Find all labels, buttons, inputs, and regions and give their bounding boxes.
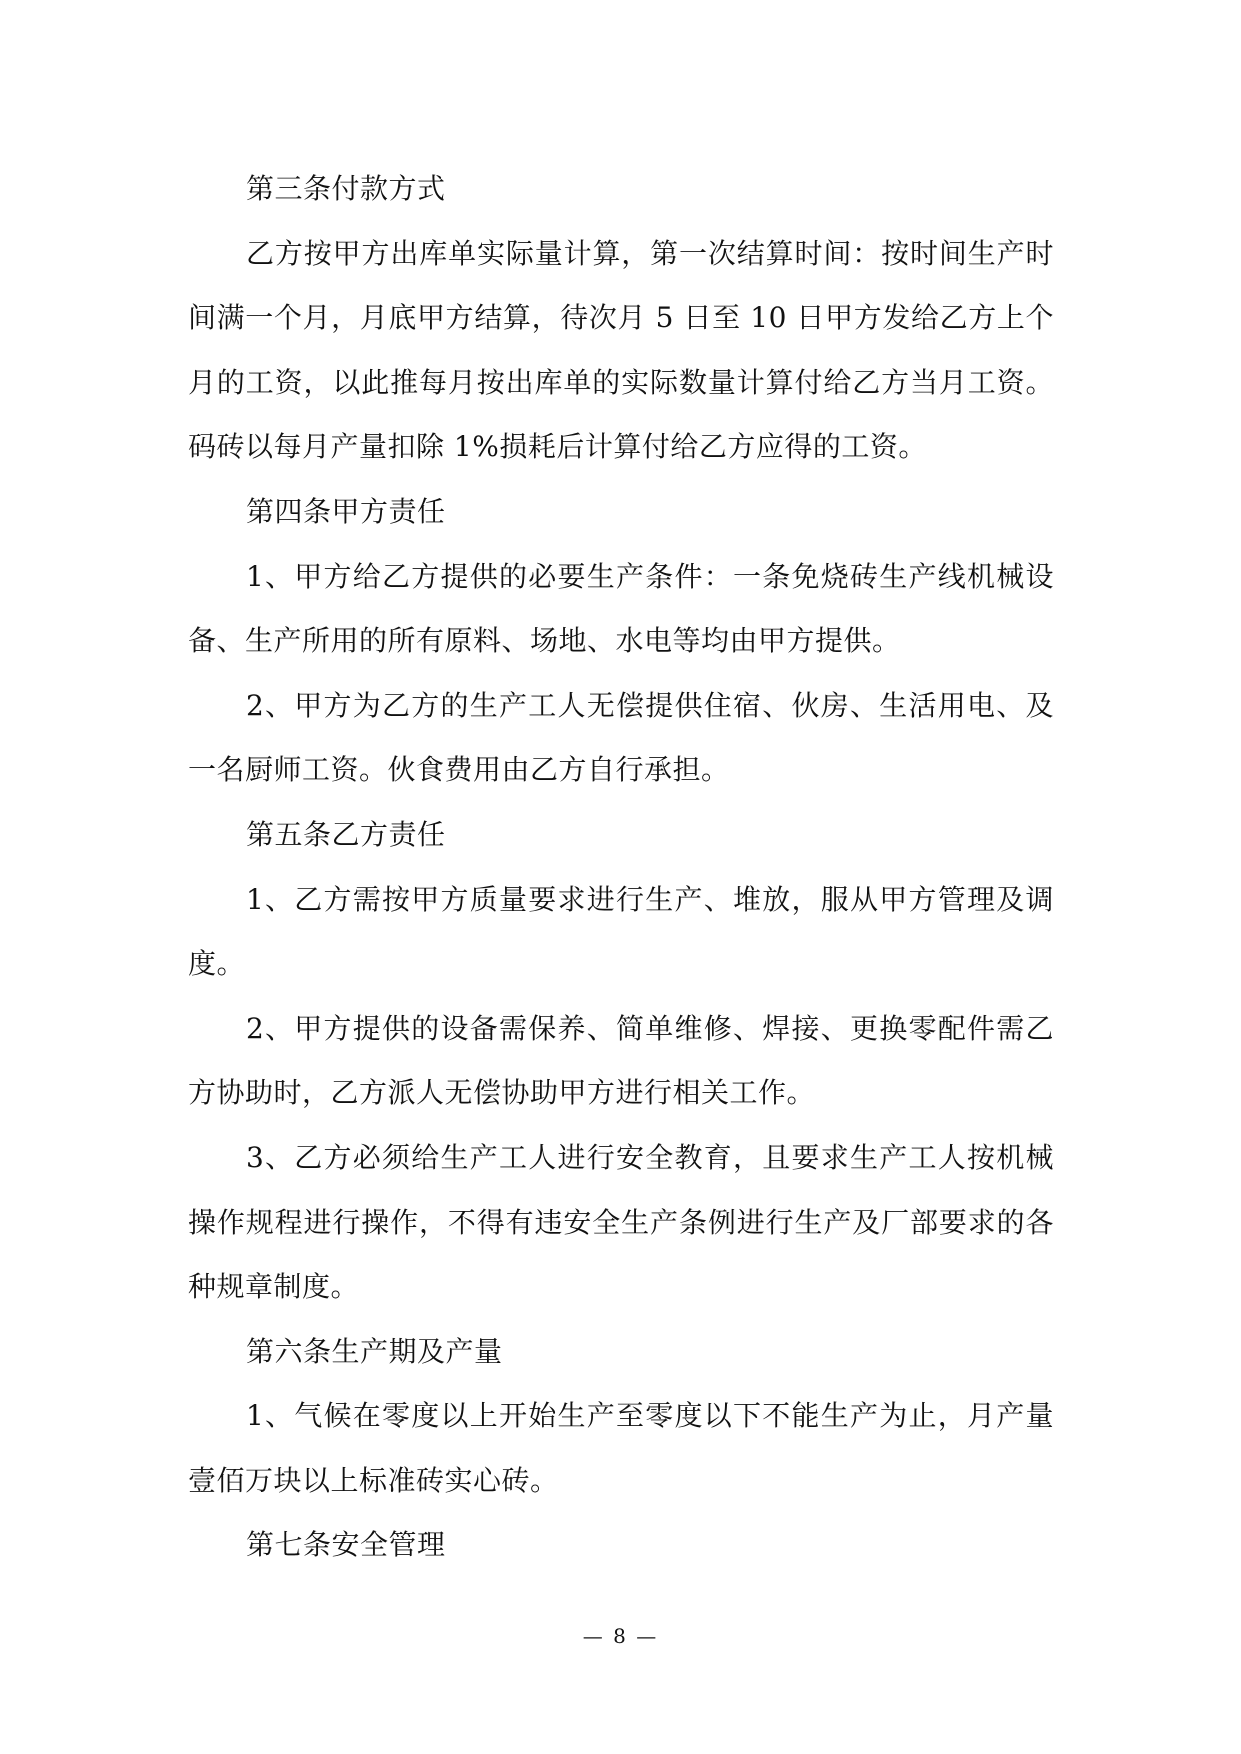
paragraph-party-a-item-2: 2、甲方为乙方的生产工人无偿提供住宿、伙房、生活用电、及一名厨师工资。伙食费用由乙方自行承担。 — [188, 688, 1054, 787]
paragraph-party-b-item-1: 1、乙方需按甲方质量要求进行生产、堆放，服从甲方管理及调度。 — [188, 882, 1054, 981]
section-heading-party-a: 第四条甲方责任 — [246, 494, 446, 528]
paragraph-payment-terms: 乙方按甲方出库单实际量计算，第一次结算时间：按时间生产时间满一个月，月底甲方结算，待次月 5 日至 10 日甲方发给乙方上个月的工资，以此推每月按出库单的实际数量计算付给乙方当月工资。码砖以每月产量扣除 1%损耗后计算付给乙方应得的工资。 — [188, 236, 1054, 464]
section-heading-party-b: 第五条乙方责任 — [246, 817, 446, 851]
section-heading-production: 第六条生产期及产量 — [246, 1334, 503, 1368]
paragraph-party-b-item-3: 3、乙方必须给生产工人进行安全教育，且要求生产工人按机械操作规程进行操作，不得有违安全生产条例进行生产及厂部要求的各种规章制度。 — [188, 1140, 1054, 1304]
document-body — [188, 157, 1054, 1578]
paragraph-party-a-item-1: 1、甲方给乙方提供的必要生产条件：一条免烧砖生产线机械设备、生产所用的所有原料、场地、水电等均由甲方提供。 — [188, 559, 1054, 658]
section-heading-safety: 第七条安全管理 — [246, 1528, 446, 1562]
section-heading-payment: 第三条付款方式 — [246, 172, 446, 205]
page-number: — 8 — — [582, 1624, 659, 1648]
paragraph-party-b-item-2: 2、甲方提供的设备需保养、简单维修、焊接、更换零配件需乙方协助时，乙方派人无偿协助甲方进行相关工作。 — [188, 1011, 1054, 1110]
paragraph-production-item-1: 1、气候在零度以上开始生产至零度以下不能生产为止，月产量壹佰万块以上标准砖实心砖。 — [188, 1399, 1054, 1497]
